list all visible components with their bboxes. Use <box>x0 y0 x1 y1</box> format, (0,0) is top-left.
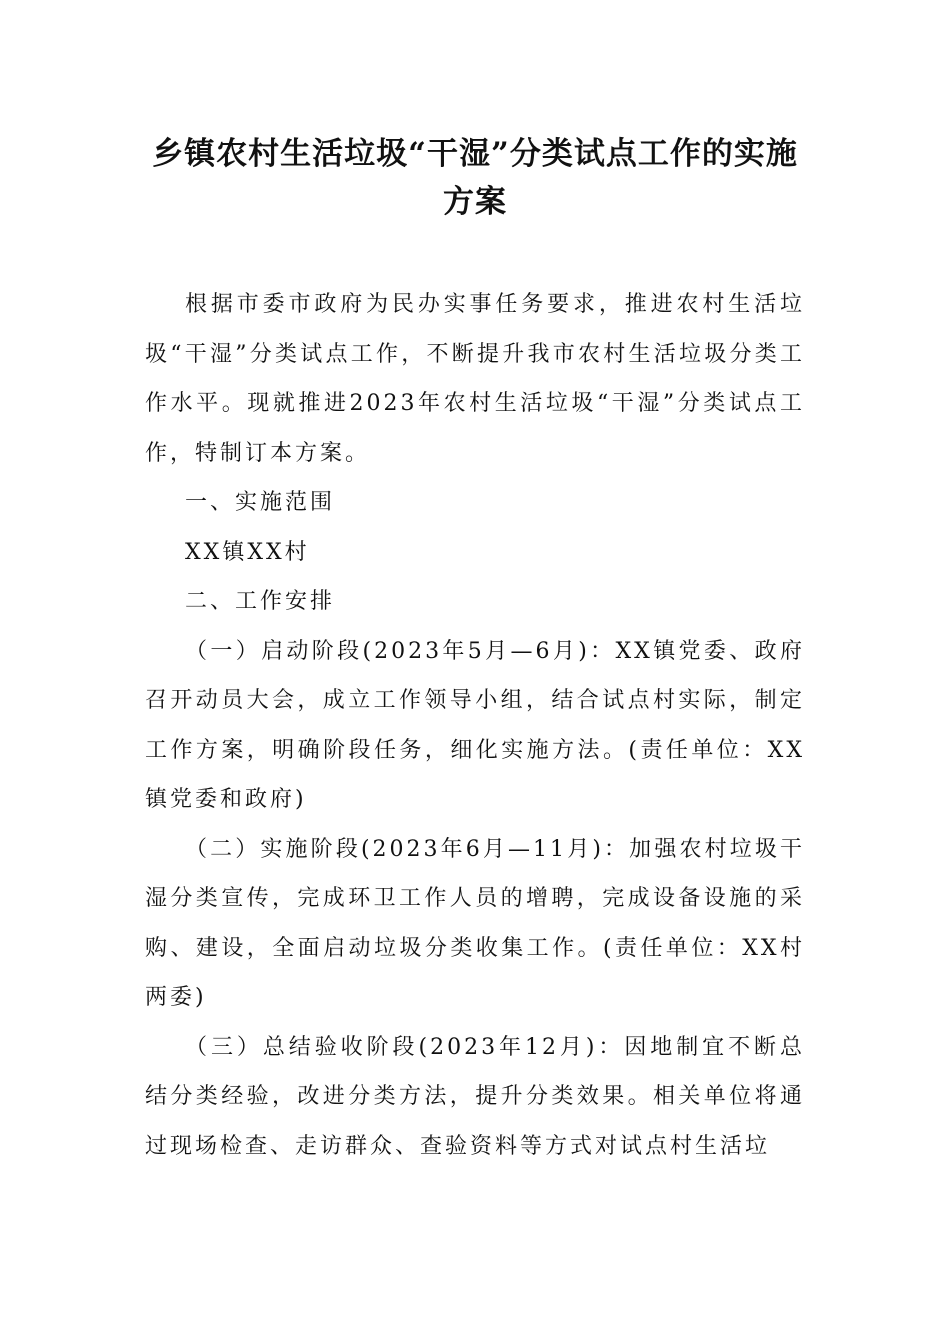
phase-one-paragraph: （一）启动阶段(2023年5月—6月)：XX镇党委、政府召开动员大会，成立工作领导小组，结合试点村实际，制定工作方案，明确阶段任务，细化实施方法。(责任单位：XX镇党委和政府) <box>145 638 805 812</box>
document-title: 乡镇农村生活垃圾“干湿”分类试点工作的实施方案 <box>152 136 798 220</box>
phase-three-paragraph: （三）总结验收阶段(2023年12月)：因地制宜不断总结分类经验，改进分类方法，提升分类效果。相关单位将通过现场检查、走访群众、查验资料等方式对试点村生活垃 <box>145 1034 805 1159</box>
section-heading-scope: 一、实施范围 <box>185 490 336 515</box>
scope-text: XX镇XX村 <box>185 539 310 565</box>
phase-two-paragraph: （二）实施阶段(2023年6月—11月)：加强农村垃圾干湿分类宣传，完成环卫工作人员的增聘，完成设备设施的采购、建设，全面启动垃圾分类收集工作。(责任单位：XX村两委) <box>145 836 805 1010</box>
intro-paragraph: 根据市委市政府为民办实事任务要求，推进农村生活垃圾“干湿”分类试点工作，不断提升我市农村生活垃圾分类工作水平。现就推进2023年农村生活垃圾“干湿”分类试点工作，特制订本方案。 <box>145 292 805 466</box>
section-heading-arrangement: 二、工作安排 <box>185 589 336 614</box>
document-body <box>145 280 805 1171</box>
